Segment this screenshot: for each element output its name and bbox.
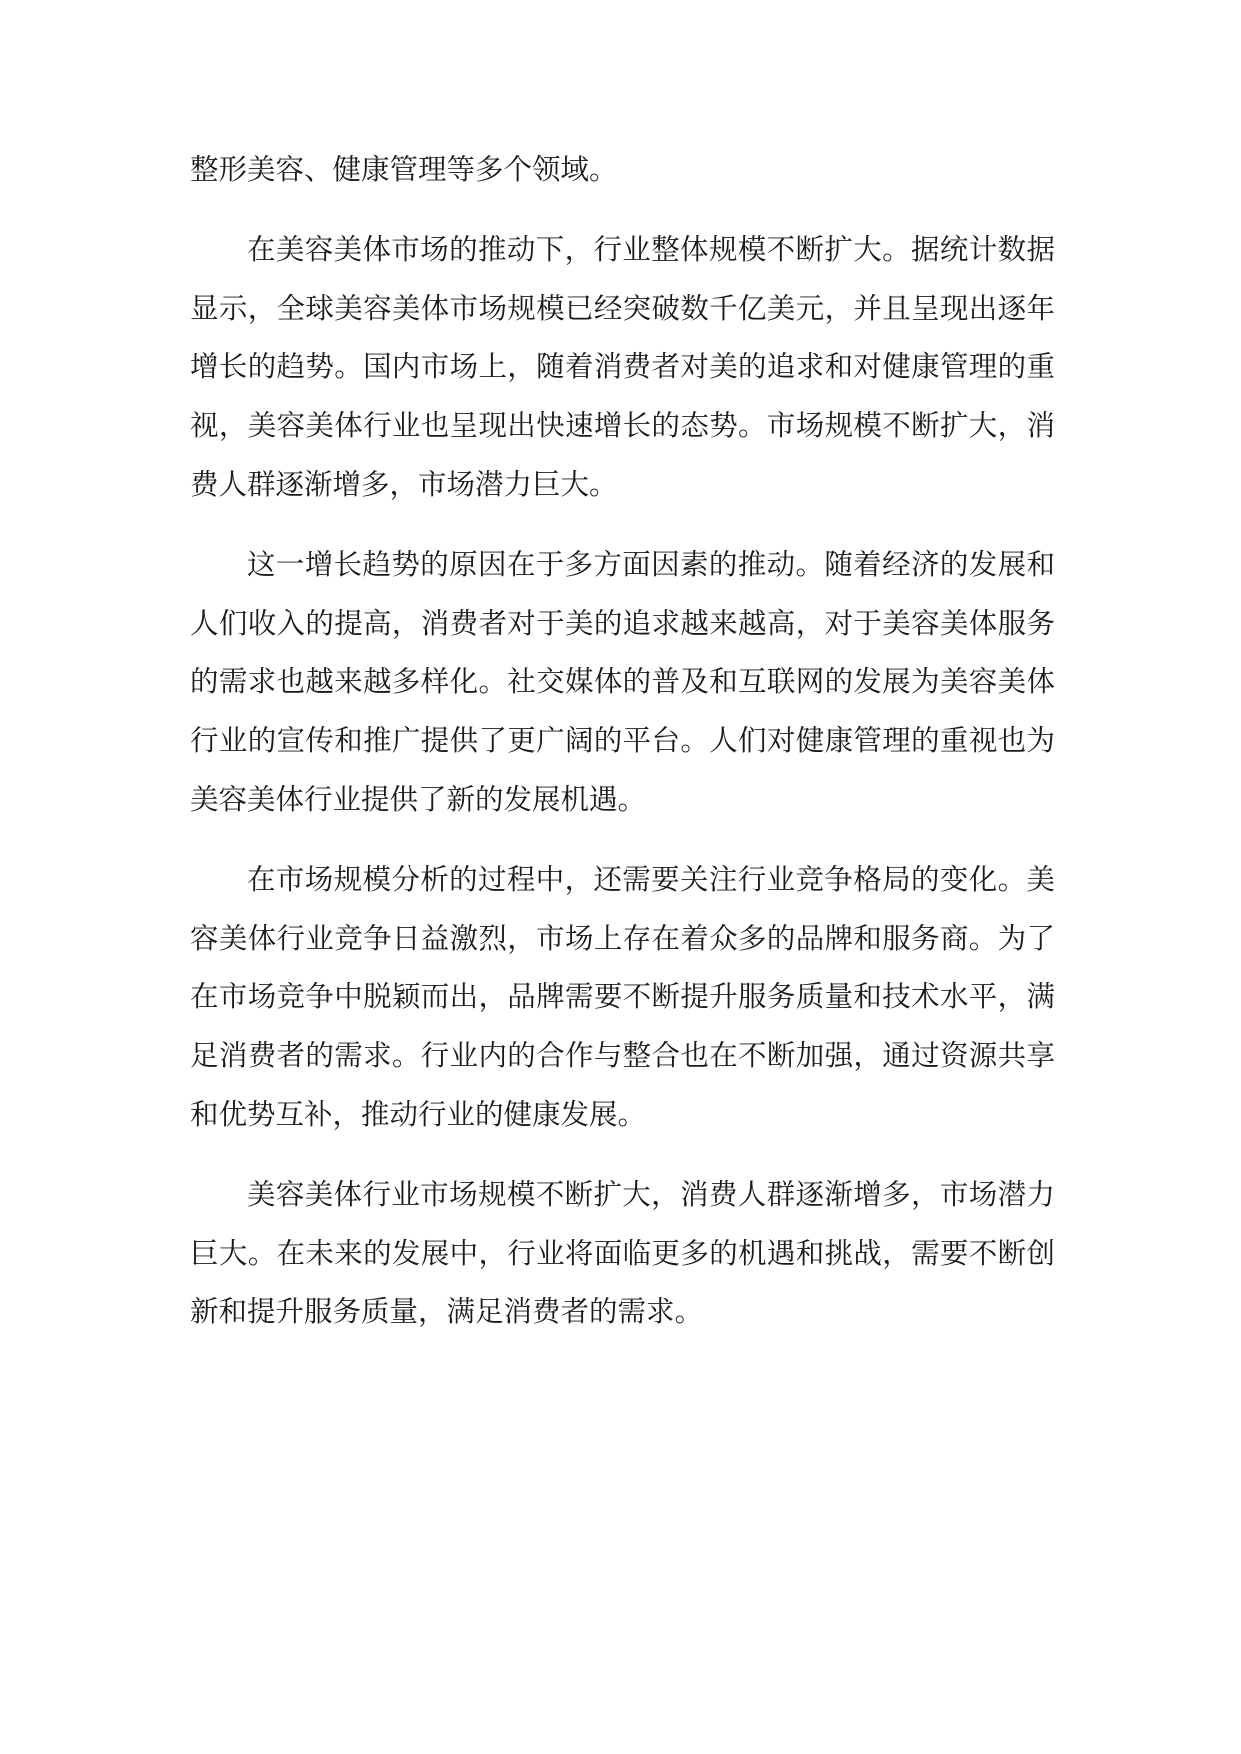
paragraph-continuation: 整形美容、健康管理等多个领域。 — [190, 153, 618, 186]
paragraph-conclusion: 美容美体行业市场规模不断扩大，消费人群逐渐增多，市场潜力巨大。在未来的发展中，行业将面临更多的机遇和挑战，需要不断创新和提升服务质量，满足消费者的需求。 — [190, 1177, 1055, 1329]
paragraph-market-growth: 在美容美体市场的推动下，行业整体规模不断扩大。据统计数据显示，全球美容美体市场规模已经突破数千亿美元，并且呈现出逐年增长的趋势。国内市场上，随着消费者对美的追求和对健康管理的重视，美容美体行业也呈现出快速增长的态势。市场规模不断扩大，消费人群逐渐增多，市场潜力巨大。 — [190, 232, 1055, 501]
paragraph-competition: 在市场规模分析的过程中，还需要关注行业竞争格局的变化。美容美体行业竞争日益激烈，市场上存在着众多的品牌和服务商。为了在市场竞争中脱颖而出，品牌需要不断提升服务质量和技术水平，满足消费者的需求。行业内的合作与整合也在不断加强，通过资源共享和优势互补，推动行业的健康发展。 — [190, 862, 1055, 1131]
paragraph-growth-factors: 这一增长趋势的原因在于多方面因素的推动。随着经济的发展和人们收入的提高，消费者对于美的追求越来越高，对于美容美体服务的需求也越来越多样化。社交媒体的普及和互联网的发展为美容美体行业的宣传和推广提供了更广阔的平台。人们对健康管理的重视也为美容美体行业提供了新的发展机遇。 — [190, 547, 1055, 816]
document-body — [190, 141, 1055, 1342]
